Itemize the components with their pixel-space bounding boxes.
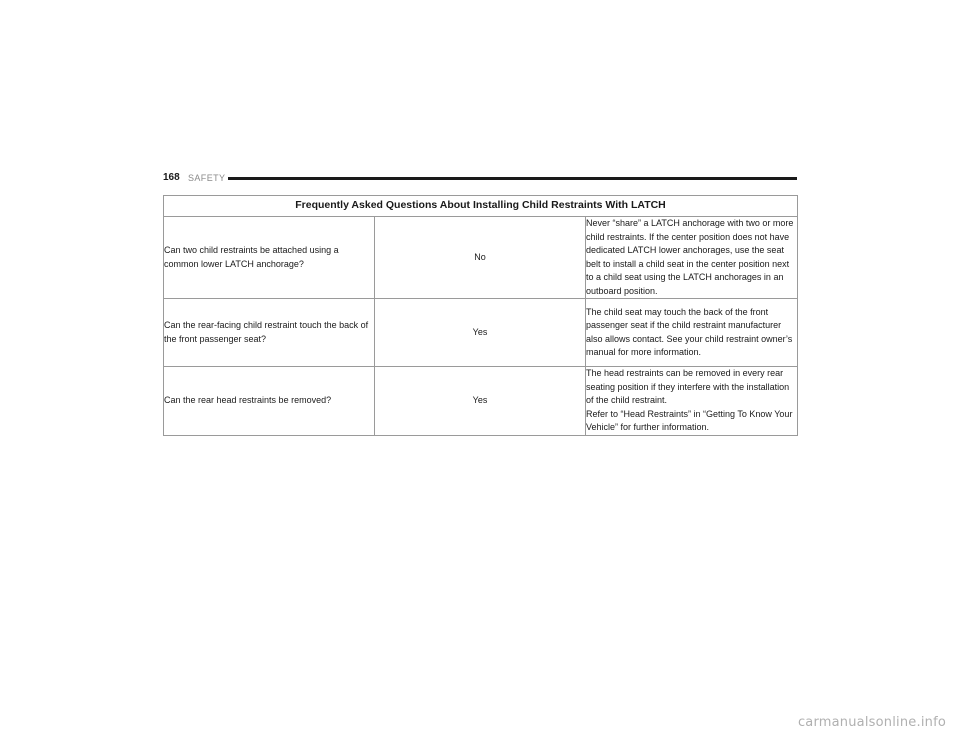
answer-cell: Yes bbox=[375, 367, 586, 436]
notes-cell bbox=[586, 217, 798, 299]
answer-cell: Yes bbox=[375, 299, 586, 367]
note-text: The head restraints can be removed in every rear seating position if they interfere with the installation of the child restraint. bbox=[586, 368, 790, 405]
header-rule bbox=[228, 177, 797, 180]
note-text: Never “share” a LATCH anchorage with two or more child restraints. If the center position does not have dedicated LATCH lower anchorages, use the seat belt to install a child seat in the center position next to a child seat using the LATCH anchorages in an outboard position. bbox=[586, 218, 794, 296]
section-name: SAFETY bbox=[188, 173, 226, 183]
question-cell: Can the rear head restraints be removed? bbox=[164, 367, 375, 436]
notes-cell bbox=[586, 367, 798, 436]
table-row bbox=[164, 367, 798, 436]
answer-cell: No bbox=[375, 217, 586, 299]
notes-cell bbox=[586, 299, 798, 367]
note-text: Refer to “Head Restraints” in “Getting To Know Your Vehicle” for further information. bbox=[586, 408, 793, 432]
table-title: Frequently Asked Questions About Installing Child Restraints With LATCH bbox=[164, 196, 798, 217]
watermark[interactable]: carmanualsonline.info bbox=[797, 715, 946, 730]
note-text: The child seat may touch the back of the front passenger seat if the child restraint manufacturer also allows contact. See your child restraint owner’s manual for more information. bbox=[586, 306, 793, 357]
table-row bbox=[164, 299, 798, 367]
faq-table bbox=[163, 195, 798, 436]
page-number: 168 bbox=[163, 172, 180, 183]
question-cell: Can the rear-facing child restraint touch the back of the front passenger seat? bbox=[164, 299, 375, 367]
page-header bbox=[163, 171, 797, 187]
question-cell: Can two child restraints be attached using a common lower LATCH anchorage? bbox=[164, 217, 375, 299]
table-row bbox=[164, 217, 798, 299]
